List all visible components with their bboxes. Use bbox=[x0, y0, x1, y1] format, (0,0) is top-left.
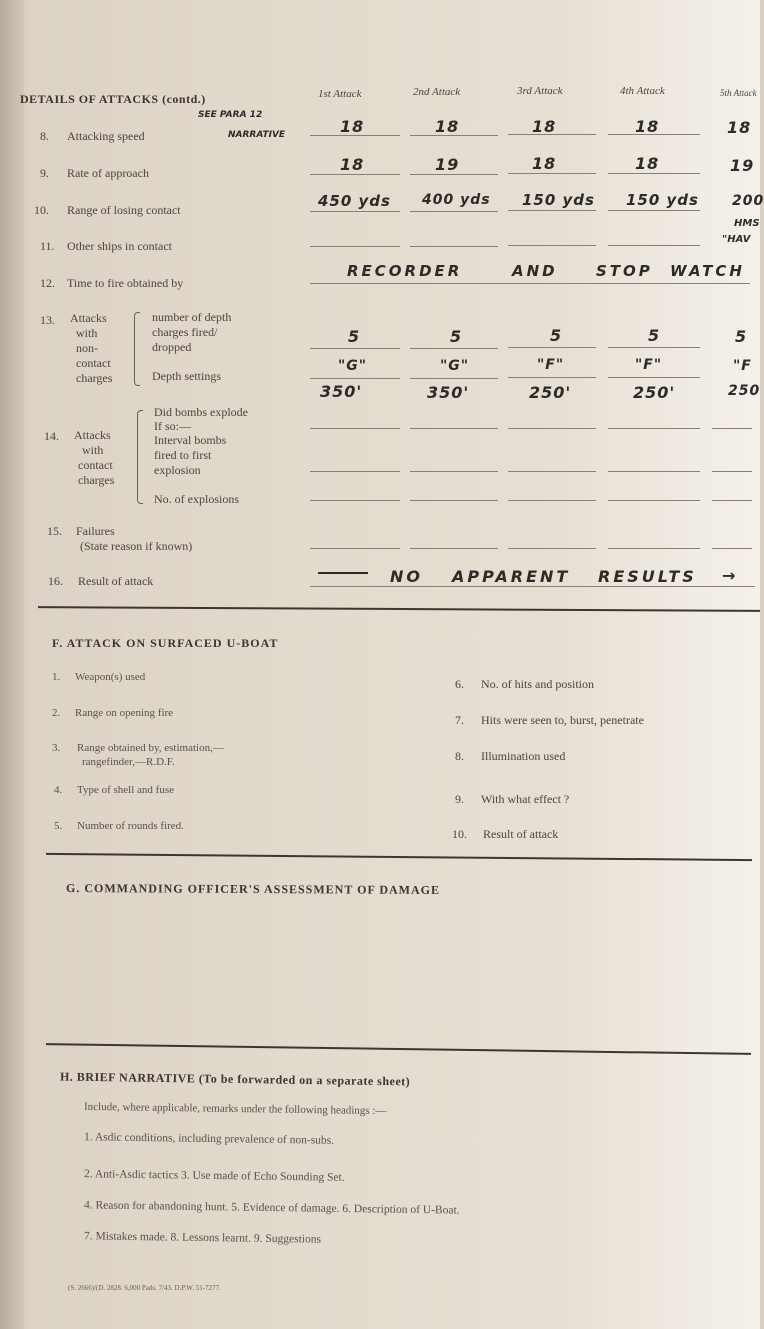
row-16-number: 16. bbox=[48, 574, 63, 588]
divider-e-f bbox=[38, 606, 760, 612]
row-13-setting-3: "F" bbox=[537, 357, 565, 373]
row-11-note-1: HMS bbox=[734, 218, 760, 229]
row-10-number: 10. bbox=[34, 203, 49, 217]
section-f-item-7: Hits were seen to, burst, penetrate bbox=[481, 713, 644, 727]
row-13-depth-2: 350' bbox=[427, 383, 470, 402]
row-11-number: 11. bbox=[40, 239, 55, 253]
section-f-item-9-number: 9. bbox=[455, 792, 464, 806]
section-f-item-3: Range obtained by, estimation,— bbox=[77, 742, 224, 754]
section-f-item-8-number: 8. bbox=[455, 749, 464, 763]
footer-print-code: (S. 2666)/(D. 2828. 6,000 Pads. 7/43. D.P.W. 51-7277. bbox=[68, 1284, 221, 1292]
row-13-depth-5: 250 bbox=[728, 383, 761, 399]
row-8-number: 8. bbox=[40, 129, 49, 143]
row-9-number: 9. bbox=[40, 166, 49, 180]
row-16-handwritten-dash bbox=[318, 572, 368, 574]
section-f-item-4: Type of shell and fuse bbox=[77, 784, 174, 796]
section-f-item-3-line-2: rangefinder,—R.D.F. bbox=[82, 756, 175, 768]
section-f-item-10: Result of attack bbox=[483, 827, 559, 841]
row-12-value-word-1: RECORDER bbox=[347, 262, 463, 280]
row-13-depth-4: 250' bbox=[633, 383, 676, 402]
row-12-number: 12. bbox=[40, 276, 55, 290]
row-13-depth-1: 350' bbox=[320, 382, 363, 401]
row-13-sub-1-line-3: dropped bbox=[152, 340, 192, 354]
row-9-value-3: 18 bbox=[532, 154, 557, 173]
row-8-value-2: 18 bbox=[435, 117, 460, 136]
section-f-item-2: Range on opening fire bbox=[75, 707, 174, 719]
section-h-line-4: 7. Mistakes made. 8. Lessons learnt. 9. Suggestions bbox=[83, 1230, 322, 1246]
row-8-value-5: 18 bbox=[727, 118, 752, 137]
row-13-setting-4: "F" bbox=[635, 357, 663, 373]
row-13-setting-5: "F bbox=[733, 358, 752, 374]
row-14-label-line-4: charges bbox=[78, 473, 115, 487]
section-g-title: G. COMMANDING OFFICER'S ASSESSMENT OF DAMAGE bbox=[65, 881, 441, 897]
row-10-label: Range of losing contact bbox=[67, 203, 181, 217]
row-12-value-word-2: AND bbox=[512, 262, 558, 280]
row-10-value-1: 450 yds bbox=[318, 192, 391, 210]
row-14-number: 14. bbox=[44, 429, 59, 443]
row-13-setting-2: "G" bbox=[440, 358, 470, 374]
row-8-value-4: 18 bbox=[635, 117, 660, 136]
row-12-label: Time to fire obtained by bbox=[67, 276, 184, 290]
row-8-value-1: 18 bbox=[340, 117, 365, 136]
handwritten-narrative-note: NARRATIVE bbox=[228, 130, 286, 140]
row-13-brace bbox=[134, 312, 140, 386]
row-10-value-4: 150 yds bbox=[626, 191, 699, 209]
section-f-item-3-number: 3. bbox=[52, 742, 61, 754]
row-16-value-word-2: APPARENT bbox=[452, 567, 571, 586]
row-14-label-line-2: with bbox=[82, 443, 104, 457]
section-f-item-6: No. of hits and position bbox=[481, 677, 594, 691]
section-f-item-5: Number of rounds fired. bbox=[77, 820, 184, 832]
row-13-charges-3: 5 bbox=[550, 326, 563, 345]
row-13-charges-2: 5 bbox=[450, 327, 463, 346]
row-13-number: 13. bbox=[40, 313, 55, 327]
row-14-sub-2: If so:— bbox=[154, 419, 191, 433]
row-11-note-2: "HAV bbox=[722, 234, 751, 245]
row-13-label-line-1: Attacks bbox=[70, 311, 107, 325]
row-14-label-line-1: Attacks bbox=[74, 428, 111, 442]
row-13-sub-2: Depth settings bbox=[152, 369, 221, 383]
section-h-line-3: 4. Reason for abandoning hunt. 5. Evidence of damage. 6. Description of U-Boat. bbox=[83, 1199, 460, 1217]
row-16-value-word-3: RESULTS bbox=[598, 567, 697, 586]
section-f-item-7-number: 7. bbox=[455, 713, 464, 727]
section-f-item-9: With what effect ? bbox=[481, 792, 570, 806]
row-8-value-3: 18 bbox=[532, 117, 557, 136]
row-10-value-5: 200 bbox=[732, 193, 764, 209]
row-13-sub-1-line-1: number of depth bbox=[152, 310, 232, 324]
row-12-value-word-3: STOP bbox=[596, 262, 653, 280]
row-15-sub: (State reason if known) bbox=[80, 539, 193, 553]
row-14-sub-1: Did bombs explode bbox=[154, 405, 248, 419]
row-13-label-line-4: contact bbox=[76, 356, 111, 370]
divider-g-h bbox=[46, 1043, 751, 1055]
row-13-charges-4: 5 bbox=[648, 326, 661, 345]
row-9-value-4: 18 bbox=[635, 154, 660, 173]
page-binding-edge bbox=[0, 0, 24, 1329]
row-14-sub-3: Interval bombs bbox=[154, 433, 227, 447]
row-12-value-word-4: WATCH bbox=[670, 262, 745, 280]
row-13-depth-3: 250' bbox=[529, 383, 572, 402]
row-16-value-word-1: NO bbox=[390, 567, 423, 586]
row-13-sub-1-line-2: charges fired/ bbox=[152, 325, 218, 339]
section-f-item-8: Illumination used bbox=[481, 749, 566, 763]
divider-f-g bbox=[46, 853, 752, 861]
section-f-item-2-number: 2. bbox=[52, 707, 61, 719]
row-13-label-line-2: with bbox=[76, 326, 98, 340]
section-h-title: H. BRIEF NARRATIVE (To be forwarded on a separate sheet) bbox=[59, 1069, 411, 1089]
section-f-item-1: Weapon(s) used bbox=[75, 671, 146, 683]
row-13-setting-1: "G" bbox=[338, 358, 368, 374]
row-16-arrow: → bbox=[722, 566, 737, 585]
section-f-title: F. ATTACK ON SURFACED U-BOAT bbox=[52, 636, 279, 650]
section-h-line-2: 2. Anti-Asdic tactics 3. Use made of Echo Sounding Set. bbox=[83, 1168, 345, 1184]
column-header-4: 4th Attack bbox=[620, 85, 665, 97]
column-header-5: 5th Attack bbox=[720, 88, 757, 98]
column-header-2: 2nd Attack bbox=[413, 86, 461, 98]
section-h-intro: Include, where applicable, remarks under the following headings :— bbox=[83, 1100, 387, 1118]
row-9-value-5: 19 bbox=[730, 156, 755, 175]
row-14-sub-4: fired to first bbox=[154, 448, 212, 462]
section-e-title: DETAILS OF ATTACKS (contd.) bbox=[20, 92, 206, 106]
section-f-item-4-number: 4. bbox=[54, 784, 63, 796]
row-14-label-line-3: contact bbox=[78, 458, 113, 472]
row-9-value-2: 19 bbox=[435, 155, 460, 174]
row-14-sub-6: No. of explosions bbox=[154, 492, 239, 506]
row-13-charges-1: 5 bbox=[348, 327, 361, 346]
row-9-value-1: 18 bbox=[340, 155, 365, 174]
section-f-item-6-number: 6. bbox=[455, 677, 464, 691]
row-16-label: Result of attack bbox=[78, 574, 154, 588]
row-15-number: 15. bbox=[47, 524, 62, 538]
row-15-label: Failures bbox=[76, 524, 115, 538]
row-11-label: Other ships in contact bbox=[67, 239, 172, 253]
row-10-value-2: 400 yds bbox=[422, 192, 491, 208]
handwritten-see-para-note: SEE PARA 12 bbox=[198, 110, 263, 120]
row-8-label: Attacking speed bbox=[67, 129, 145, 143]
section-f-item-5-number: 5. bbox=[54, 820, 63, 832]
row-10-value-3: 150 yds bbox=[522, 191, 595, 209]
row-9-label: Rate of approach bbox=[67, 166, 149, 180]
row-13-label-line-3: non- bbox=[76, 341, 98, 355]
column-header-1: 1st Attack bbox=[318, 88, 362, 100]
column-header-3: 3rd Attack bbox=[517, 85, 563, 97]
row-13-label-line-5: charges bbox=[76, 371, 113, 385]
row-14-sub-5: explosion bbox=[154, 463, 201, 477]
section-f-item-10-number: 10. bbox=[452, 827, 467, 841]
row-14-brace bbox=[137, 410, 143, 504]
row-13-charges-5: 5 bbox=[735, 327, 748, 346]
section-h-line-1: 1. Asdic conditions, including prevalence of non-subs. bbox=[83, 1131, 335, 1147]
section-f-item-1-number: 1. bbox=[52, 671, 61, 683]
